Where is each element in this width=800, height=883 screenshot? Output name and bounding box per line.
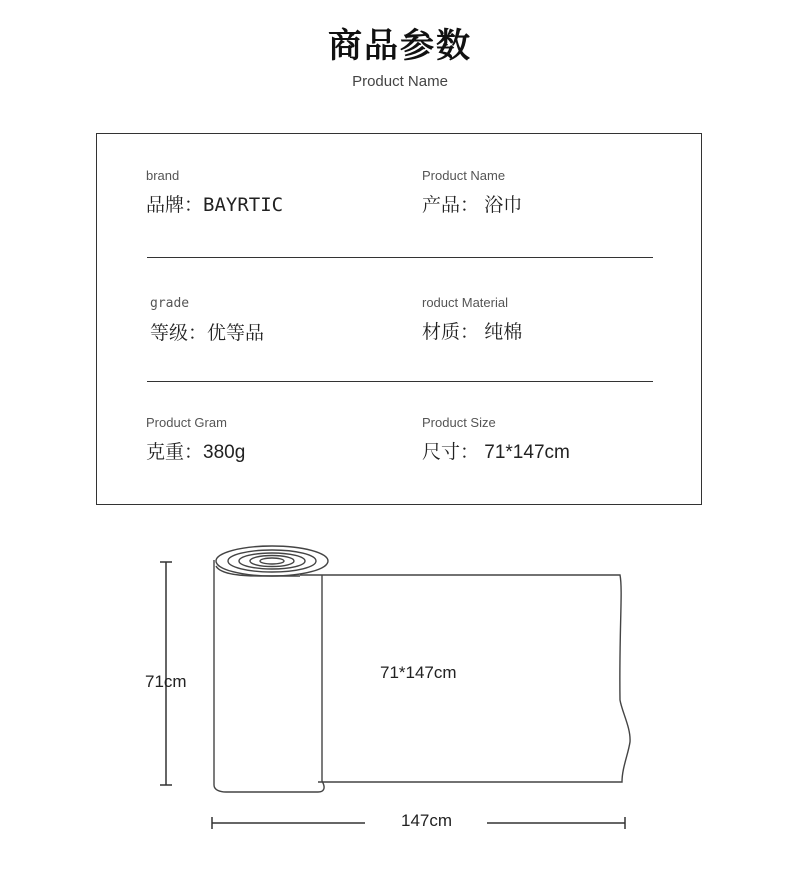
height-label: 71cm (145, 672, 187, 691)
grade-label: grade (150, 296, 190, 311)
gram-cell (146, 415, 245, 464)
product-cell (422, 168, 522, 217)
page-subtitle: Product Name (352, 73, 448, 90)
grade-value: 等级：优等品 (150, 323, 265, 344)
material-value: 材质： 纯棉 (422, 322, 523, 343)
divider (147, 257, 653, 258)
parameters-table (96, 133, 702, 505)
material-label: roduct Material (422, 295, 508, 310)
page-title: 商品参数 (328, 27, 472, 65)
towel-size-label: 71*147cm (380, 663, 457, 682)
product-value: 产品： 浴巾 (422, 195, 523, 216)
size-value: 尺寸： 71*147cm (422, 442, 570, 463)
gram-label: Product Gram (146, 415, 227, 430)
gram-value: 克重：380g (146, 442, 246, 463)
grade-cell (150, 296, 264, 345)
product-label: Product Name (422, 168, 506, 183)
brand-cell (146, 168, 283, 217)
divider (147, 381, 653, 382)
width-label: 147cm (401, 811, 453, 830)
brand-label: brand (146, 168, 180, 183)
size-label: Product Size (422, 415, 496, 430)
towel-roll-illustration (0, 530, 800, 850)
size-cell (422, 415, 570, 464)
material-cell (422, 295, 522, 344)
brand-value: 品牌：BAYRTIC (146, 194, 284, 216)
